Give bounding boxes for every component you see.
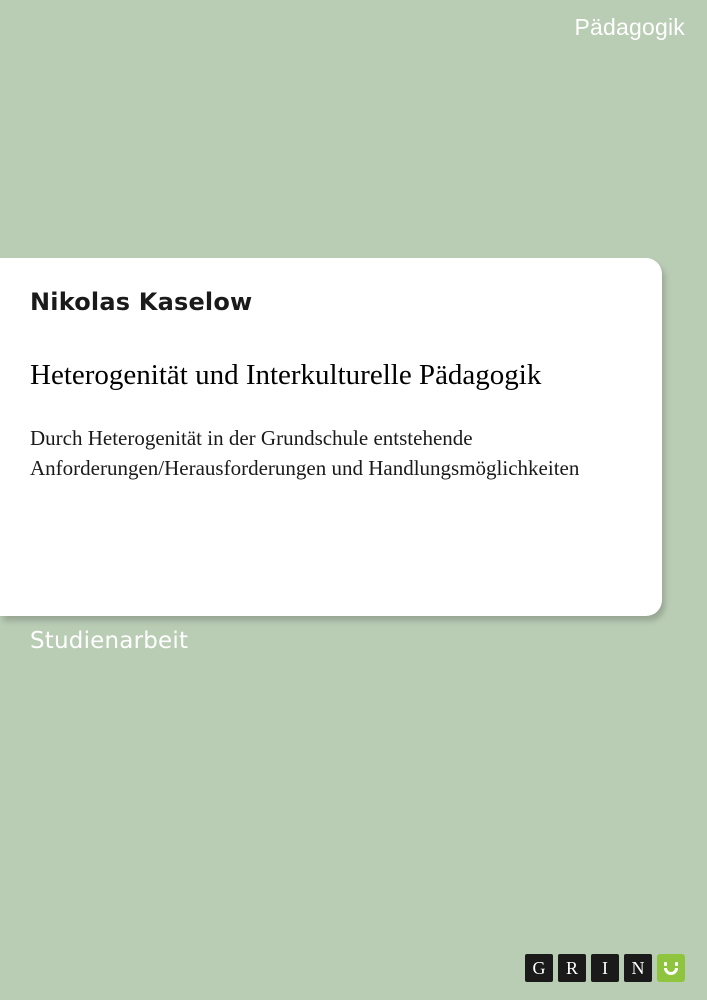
category-label: Pädagogik xyxy=(574,14,685,40)
document-type-label: Studienarbeit xyxy=(30,628,189,654)
subtitle: Durch Heterogenität in der Grundschule entstehende Anforderungen/Herausforderungen und Handlungsmöglichkeiten xyxy=(30,425,580,481)
logo-letter-g: G xyxy=(525,954,553,982)
smiley-face-icon xyxy=(657,954,685,982)
page-title: Heterogenität und Interkulturelle Pädagogik xyxy=(30,359,542,391)
logo-letter-n: N xyxy=(624,954,652,982)
author-name: Nikolas Kaselow xyxy=(30,288,253,316)
logo-letter-i: I xyxy=(591,954,619,982)
grin-logo xyxy=(525,954,685,982)
title-card xyxy=(0,258,662,616)
logo-letter-r: R xyxy=(558,954,586,982)
